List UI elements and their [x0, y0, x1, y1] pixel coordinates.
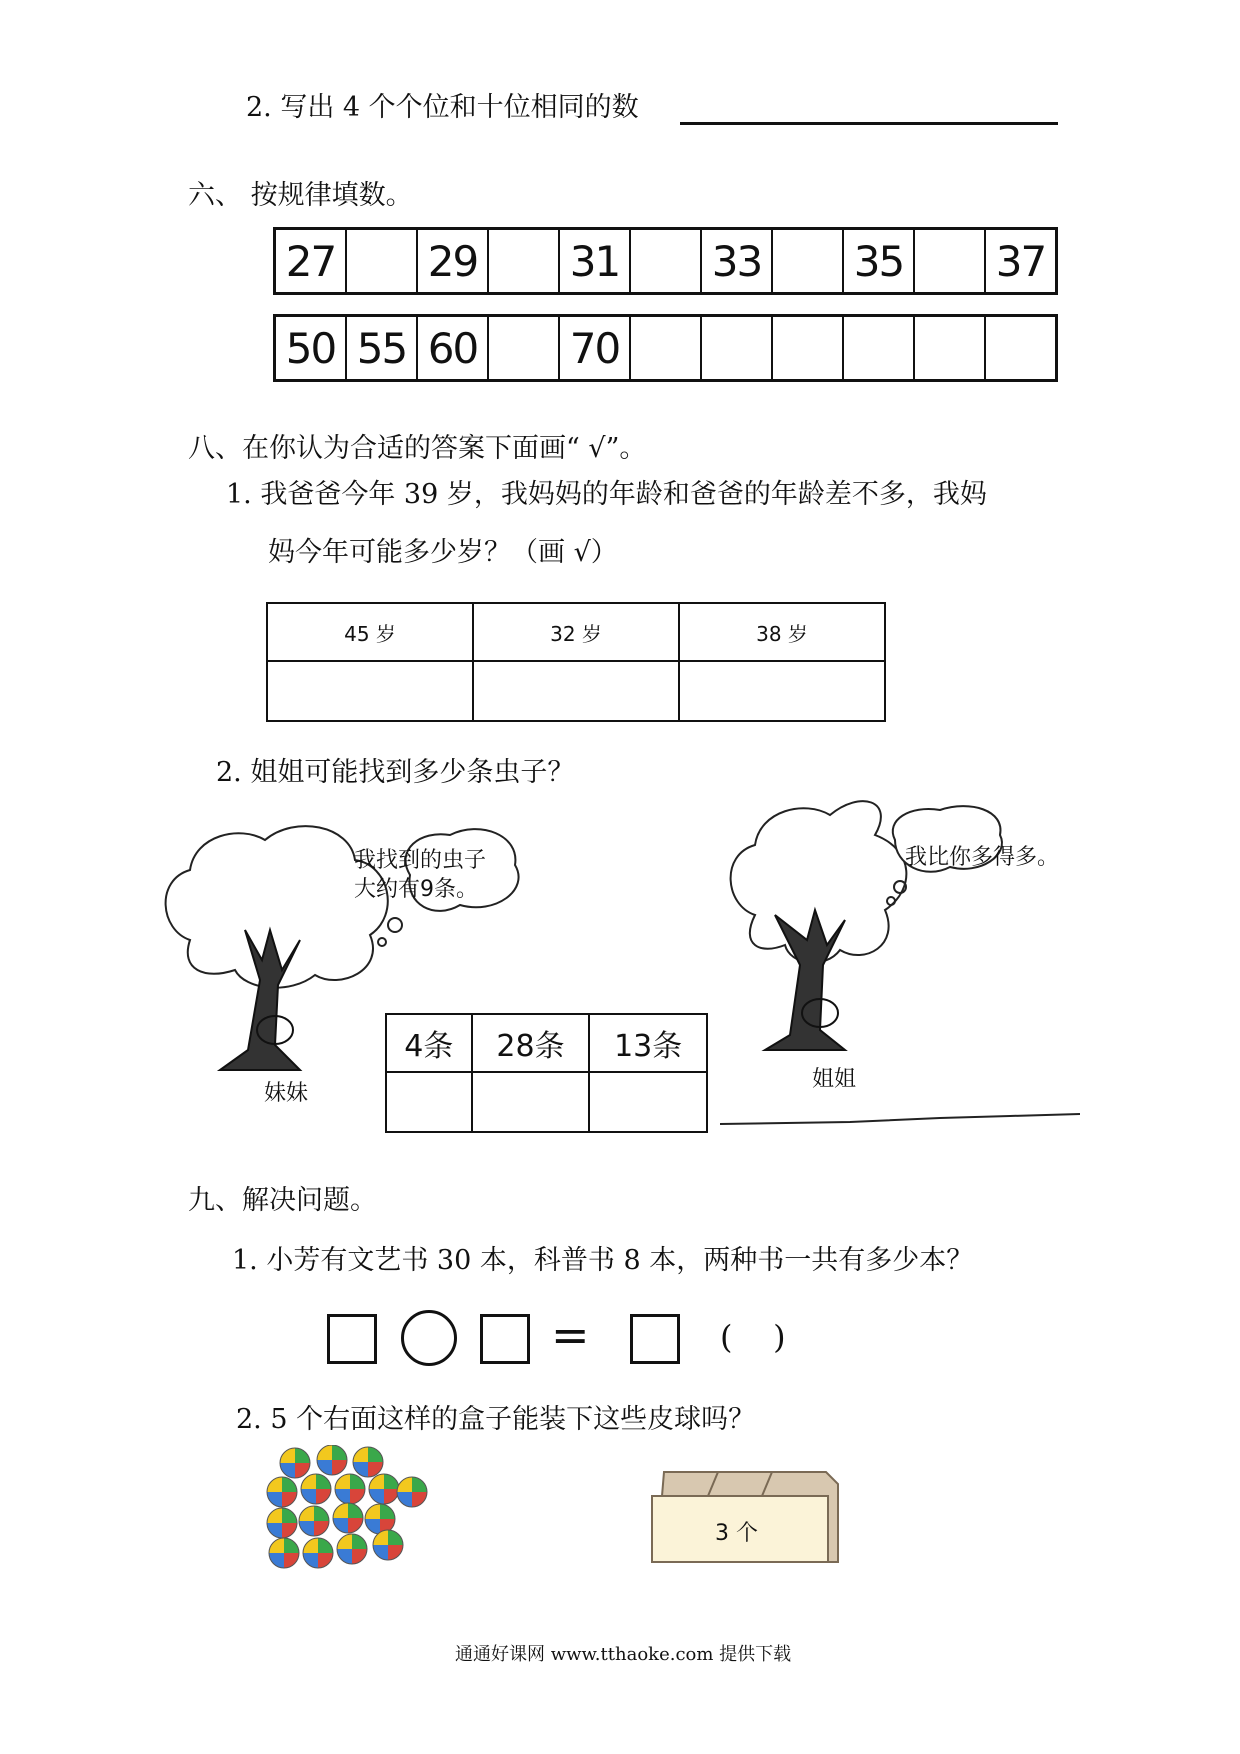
sequence-cell: 27	[276, 230, 347, 292]
equation-box-2[interactable]	[480, 1314, 530, 1364]
sequence-cell-blank[interactable]	[773, 317, 844, 379]
question-8-2: 2. 姐姐可能找到多少条虫子？	[216, 757, 575, 788]
bug-answer-cell[interactable]	[472, 1072, 590, 1132]
unit-parentheses[interactable]: ( )	[720, 1318, 786, 1356]
sequence-grid-row-2	[273, 314, 1058, 382]
equation-box-1[interactable]	[327, 1314, 377, 1364]
sequence-cell: 70	[560, 317, 631, 379]
sequence-cell-blank[interactable]	[489, 230, 560, 292]
question-8-1-line-1: 1. 我爸爸今年 39 岁，我妈妈的年龄和爸爸的年龄差不多，我妈	[226, 479, 987, 510]
equals-sign: =	[551, 1308, 590, 1362]
speech-bubble-left-line-2: 大约有9条。	[354, 877, 478, 902]
page-footer: 通通好课网 www.tthaoke.com 提供下载	[455, 1644, 792, 1665]
tree-with-bird-illustration-right	[715, 795, 1075, 1075]
age-answer-cell[interactable]	[267, 661, 473, 721]
balls-cluster	[262, 1445, 432, 1590]
sequence-cell-blank[interactable]	[631, 317, 702, 379]
age-option: 45 岁	[267, 603, 473, 661]
sequence-cell-blank[interactable]	[844, 317, 915, 379]
bug-count-answer-table	[385, 1013, 708, 1133]
question-9-1: 1. 小芳有文艺书 30 本，科普书 8 本，两种书一共有多少本？	[232, 1245, 974, 1276]
sequence-cell: 60	[418, 317, 489, 379]
sequence-cell-blank[interactable]	[347, 230, 418, 292]
operator-circle[interactable]	[401, 1310, 457, 1366]
sequence-cell: 50	[276, 317, 347, 379]
ground-line	[720, 1110, 1080, 1130]
sequence-grid-row-1	[273, 227, 1058, 295]
sequence-cell-blank[interactable]	[702, 317, 773, 379]
section-six-title: 六、 按规律填数。	[188, 180, 413, 211]
age-answer-cell[interactable]	[679, 661, 885, 721]
answer-blank-line[interactable]	[680, 122, 1058, 125]
age-answer-table	[266, 602, 886, 722]
sequence-cell: 29	[418, 230, 489, 292]
equation-box-result[interactable]	[630, 1314, 680, 1364]
bug-option: 28条	[472, 1014, 590, 1072]
sequence-cell-blank[interactable]	[489, 317, 560, 379]
box-capacity-label: 3 个	[715, 1521, 758, 1546]
speech-bubble-right: 我比你多得多。	[905, 845, 1060, 870]
speech-bubble-left-line-1: 我找到的虫子	[354, 848, 487, 873]
age-option: 38 岁	[679, 603, 885, 661]
sequence-cell-blank[interactable]	[631, 230, 702, 292]
question-8-1-line-2: 妈今年可能多少岁？（画 √）	[268, 537, 618, 568]
sequence-cell: 35	[844, 230, 915, 292]
bug-option: 4条	[386, 1014, 472, 1072]
sequence-cell-blank[interactable]	[915, 230, 986, 292]
sequence-cell: 33	[702, 230, 773, 292]
question-item-2: 2. 写出 4 个个位和十位相同的数	[246, 92, 639, 123]
question-9-2: 2. 5 个右面这样的盒子能装下这些皮球吗？	[236, 1404, 756, 1435]
bug-option: 13条	[589, 1014, 707, 1072]
sequence-cell: 55	[347, 317, 418, 379]
bug-answer-cell[interactable]	[589, 1072, 707, 1132]
age-option: 32 岁	[473, 603, 679, 661]
section-nine-title: 九、解决问题。	[188, 1185, 377, 1216]
section-eight-title: 八、在你认为合适的答案下面画“ √”。	[188, 433, 647, 464]
sequence-cell: 37	[995, 236, 1046, 286]
sequence-cell: 31	[560, 230, 631, 292]
sequence-cell-blank[interactable]	[986, 317, 1055, 379]
label-younger-sister: 妹妹	[264, 1081, 309, 1106]
bug-answer-cell[interactable]	[386, 1072, 472, 1132]
age-answer-cell[interactable]	[473, 661, 679, 721]
sequence-cell-blank[interactable]	[915, 317, 986, 379]
label-older-sister: 姐姐	[812, 1067, 857, 1092]
sequence-cell-blank[interactable]	[773, 230, 844, 292]
